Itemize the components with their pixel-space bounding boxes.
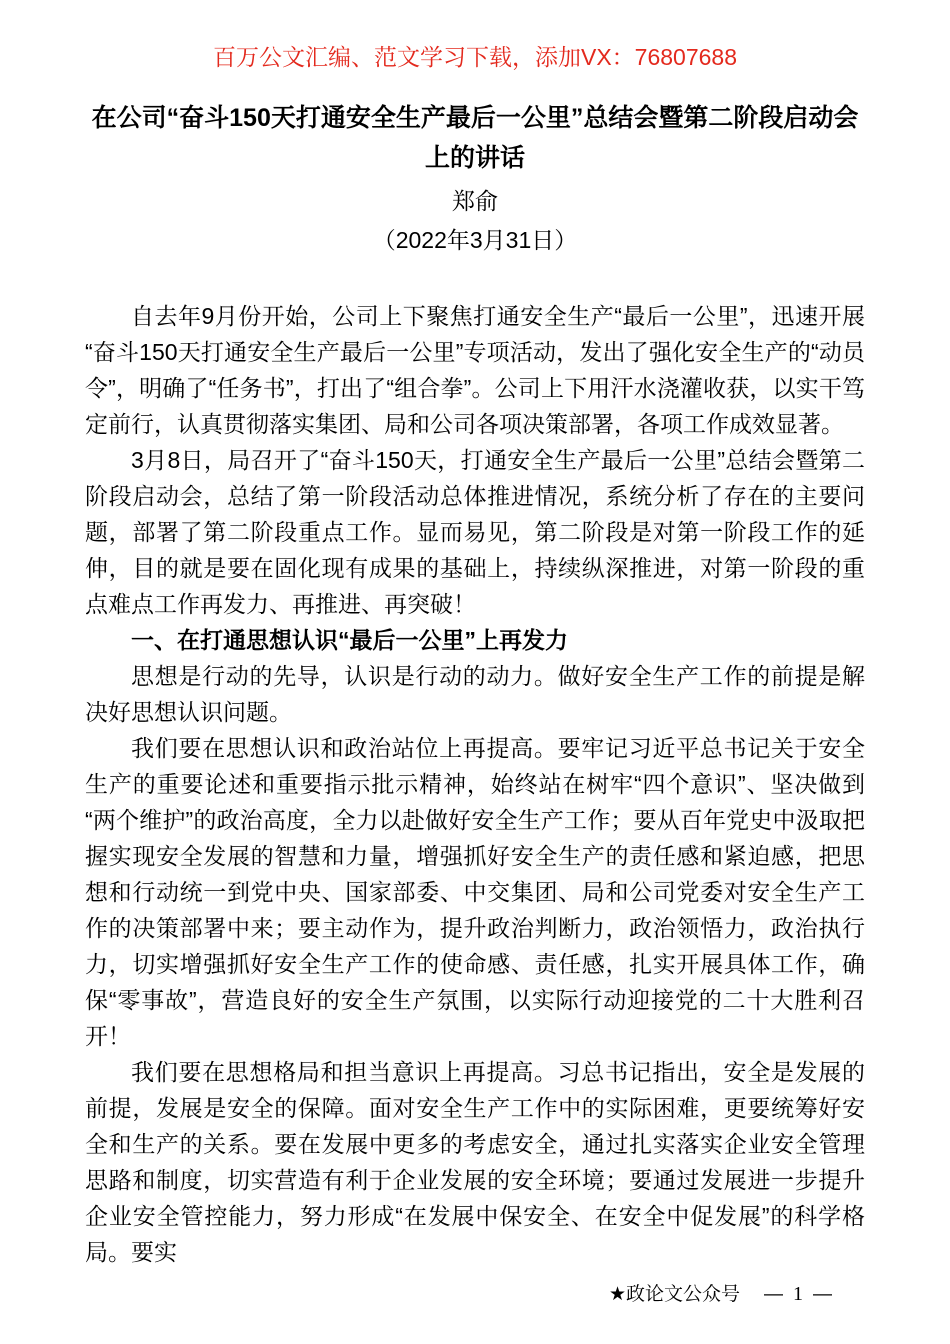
footer-right-dash: — [813, 1284, 832, 1305]
paragraph: 思想是行动的先导，认识是行动的动力。做好安全生产工作的前提是解决好思想认识问题。 [85, 663, 865, 725]
paragraph: 3月8日，局召开了“奋斗150天，打通安全生产最后一公里”总结会暨第二阶段启动会，总结了第一阶段活动总体推进情况，系统分析了存在的主要问题，部署了第二阶段重点工作。显而易见，第二阶段是对第一阶段工作的延伸，目的就是要在固化现有成果的基础上，持续纵深推进，对第一阶段的重点难点工作再发力、再推进、再突破！ [85, 447, 865, 617]
paragraph: 自去年9月份开始，公司上下聚焦打通安全生产“最后一公里”，迅速开展“奋斗150天打通安全生产最后一公里”专项活动，发出了强化安全生产的“动员令”，明确了“任务书”，打出了“组合拳”。公司上下用汗水浇灌收获，以实干笃定前行，认真贯彻落实集团、局和公司各项决策部署，各项工作成效显著。 [85, 303, 865, 437]
page-number: 1 [793, 1283, 803, 1305]
page-footer [609, 1283, 842, 1306]
promo-notice: 百万公文汇编、范文学习下载，添加VX：76807688 [212, 44, 737, 70]
document-body [85, 298, 865, 1270]
footer-brand: ★政论文公众号 [608, 1284, 740, 1305]
author-name: 郑俞 [452, 188, 498, 214]
paragraph: 我们要在思想格局和担当意识上再提高。习总书记指出，安全是发展的前提，发展是安全的保障。面对安全生产工作中的实际困难，更要统筹好安全和生产的关系。要在发展中更多的考虑安全，通过扎实落实企业安全管理思路和制度，切实营造有利于企业发展的安全环境；要通过发展进一步提升企业安全管控能力，努力形成“在发展中保安全、在安全中促发展”的科学格局。要实 [85, 1059, 865, 1265]
section-heading: 一、在打通思想认识“最后一公里”上再发力 [131, 627, 568, 653]
document-title: 在公司“奋斗150天打通安全生产最后一公里”总结会暨第二阶段启动会上的讲话 [91, 104, 859, 172]
footer-left-dash: — [764, 1284, 783, 1305]
date-line: （2022年3月31日） [372, 227, 578, 253]
paragraph: 我们要在思想认识和政治站位上再提高。要牢记习近平总书记关于安全生产的重要论述和重要指示批示精神，始终站在树牢“四个意识”、坚决做到“两个维护”的政治高度，全力以赴做好安全生产工作；要从百年党史中汲取把握实现安全发展的智慧和力量，增强抓好安全生产的责任感和紧迫感，把思想和行动统一到党中央、国家部委、中交集团、局和公司党委对安全生产工作的决策部署中来；要主动作为，提升政治判断力，政治领悟力，政治执行力，切实增强抓好安全生产工作的使命感、责任感，扎实开展具体工作，确保“零事故”，营造良好的安全生产氛围，以实际行动迎接党的二十大胜利召开！ [85, 735, 865, 1049]
